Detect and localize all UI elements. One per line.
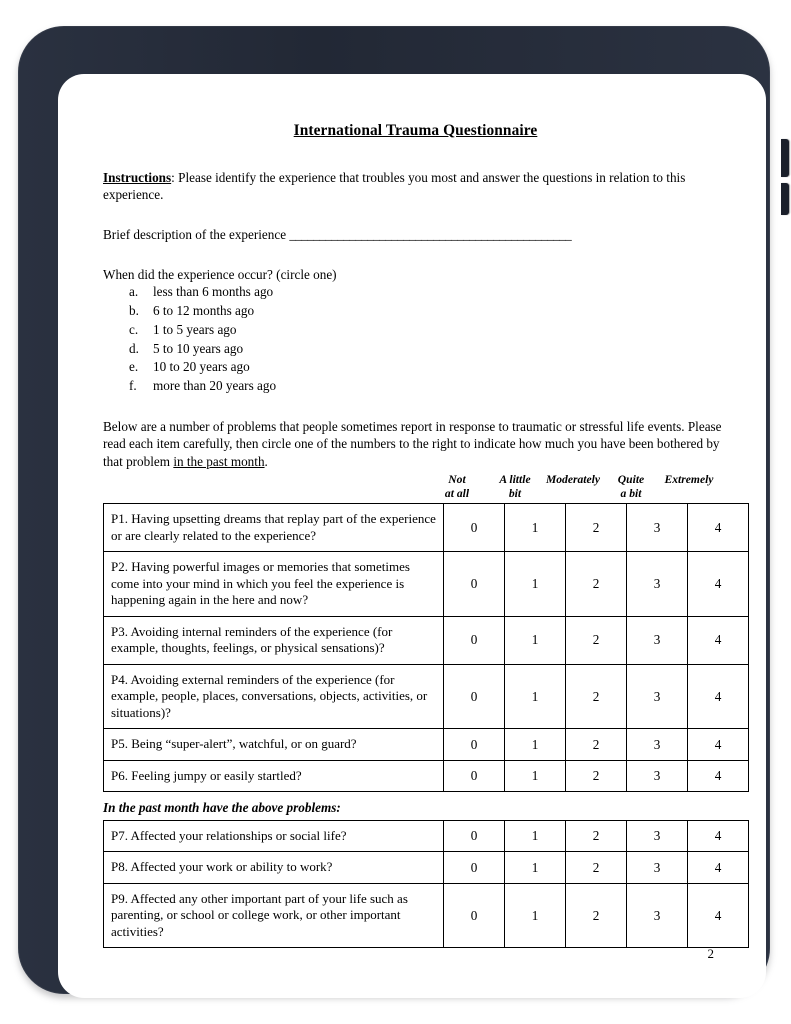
device-volume-up-button[interactable] [781,139,789,177]
score-option-3[interactable]: 3 [627,852,688,884]
score-option-0[interactable]: 0 [444,552,505,617]
rating-header-not-at-all [428,473,486,500]
score-option-2[interactable]: 2 [566,616,627,664]
score-option-1[interactable]: 1 [505,729,566,761]
rating-header-line1: Not [448,472,466,486]
score-option-3[interactable]: 3 [627,760,688,792]
when-occurred-options [103,283,728,395]
score-option-2[interactable]: 2 [566,729,627,761]
device-volume-down-button[interactable] [781,183,789,215]
score-option-3[interactable]: 3 [627,664,688,729]
table-row [104,852,749,884]
interference-items-table [103,820,749,949]
rating-scale-header [428,473,728,500]
list-item[interactable] [129,302,728,321]
scale-instructions-paragraph [103,418,728,471]
score-option-2[interactable]: 2 [566,552,627,617]
score-option-0[interactable]: 0 [444,852,505,884]
score-option-0[interactable]: 0 [444,616,505,664]
option-label: 1 to 5 years ago [153,321,237,337]
page-title: International Trauma Questionnaire [293,122,538,139]
page-number: 2 [707,946,714,961]
instructions-label: Instructions [103,169,172,185]
when-occurred-question: When did the experience occur? (circle one) [103,266,337,282]
scale-instructions-text-end: . [264,454,268,470]
item-text: P2. Having powerful images or memories that sometimes come into your mind in which you feel the experience is happening again in the here and now? [104,552,444,617]
brief-description-blank-line[interactable]: _______________________________________________ [289,227,572,243]
score-option-3[interactable]: 3 [627,729,688,761]
score-option-4[interactable]: 4 [688,616,749,664]
item-text: P5. Being “super-alert”, watchful, or on guard? [104,729,444,761]
scale-instructions-text: Below are a number of problems that people sometimes report in response to traumatic or stressful life events. Please read each item carefully, then circle one of the numbers to the right to indicate how much you have been bothered by that problem [103,418,722,470]
table-row [104,729,749,761]
table-row [104,820,749,852]
list-item[interactable] [129,321,728,340]
rating-header-line1: Extremely [664,472,714,486]
option-label: 6 to 12 months ago [153,303,255,319]
rating-header-line2: bit [508,486,522,500]
score-option-4[interactable]: 4 [688,729,749,761]
score-option-4[interactable]: 4 [688,760,749,792]
item-text: P6. Feeling jumpy or easily startled? [104,760,444,792]
rating-header-a-little-bit [486,473,544,500]
brief-description-field [103,226,728,244]
score-option-0[interactable]: 0 [444,820,505,852]
option-letter: d. [129,340,139,356]
score-option-1[interactable]: 1 [505,760,566,792]
item-text: P8. Affected your work or ability to work? [104,852,444,884]
rating-header-quite-a-bit [602,473,660,500]
rating-header-moderately [544,473,602,500]
score-option-2[interactable]: 2 [566,820,627,852]
document-content [103,96,728,948]
score-option-1[interactable]: 1 [505,852,566,884]
score-option-0[interactable]: 0 [444,883,505,948]
score-option-3[interactable]: 3 [627,616,688,664]
score-option-4[interactable]: 4 [688,820,749,852]
option-label: 5 to 10 years ago [153,340,244,356]
score-option-1[interactable]: 1 [505,664,566,729]
rating-header-line1: Moderately [545,472,601,486]
score-option-2[interactable]: 2 [566,504,627,552]
table-row [104,616,749,664]
option-letter: c. [129,321,139,337]
rating-header-line1: A little [499,472,531,486]
score-option-0[interactable]: 0 [444,504,505,552]
score-option-3[interactable]: 3 [627,820,688,852]
score-option-0[interactable]: 0 [444,729,505,761]
list-item[interactable] [129,377,728,396]
score-option-3[interactable]: 3 [627,883,688,948]
past-month-emphasis: in the past month [173,454,265,470]
score-option-1[interactable]: 1 [505,504,566,552]
option-letter: f. [129,378,137,394]
symptom-items-table [103,503,749,792]
score-option-1[interactable]: 1 [505,616,566,664]
item-text: P4. Avoiding external reminders of the experience (for example, people, places, conversations, objects, activities, or situations)? [104,664,444,729]
table-row [104,883,749,948]
option-label: 10 to 20 years ago [153,359,250,375]
score-option-1[interactable]: 1 [505,820,566,852]
list-item[interactable] [129,340,728,359]
item-text: P3. Avoiding internal reminders of the experience (for example, thoughts, feelings, or physical sensations)? [104,616,444,664]
interference-section-heading: In the past month have the above problems: [103,800,341,816]
score-option-4[interactable]: 4 [688,664,749,729]
score-option-0[interactable]: 0 [444,664,505,729]
score-option-0[interactable]: 0 [444,760,505,792]
item-text: P1. Having upsetting dreams that replay part of the experience or are clearly related to the experience? [104,504,444,552]
document-page [58,74,766,998]
score-option-2[interactable]: 2 [566,760,627,792]
table-row [104,552,749,617]
table-row [104,760,749,792]
option-label: more than 20 years ago [153,378,277,394]
instructions-text: Please identify the experience that troubles you most and answer the questions in relation to this experience. [103,169,686,203]
score-option-2[interactable]: 2 [566,664,627,729]
instructions-paragraph [103,169,728,204]
rating-header-line1: Quite [617,472,645,486]
option-label: less than 6 months ago [153,284,274,300]
score-option-2[interactable]: 2 [566,852,627,884]
score-option-1[interactable]: 1 [505,883,566,948]
item-text: P9. Affected any other important part of your life such as parenting, or school or college work, or other important activities? [104,883,444,948]
rating-header-line2: at all [444,486,470,500]
score-option-4[interactable]: 4 [688,852,749,884]
list-item[interactable] [129,358,728,377]
rating-header-extremely [660,473,718,500]
table-row [104,664,749,729]
brief-description-label: Brief description of the experience [103,227,287,243]
item-text: P7. Affected your relationships or social life? [104,820,444,852]
option-letter: e. [129,359,139,375]
score-option-4[interactable]: 4 [688,883,749,948]
score-option-4[interactable]: 4 [688,552,749,617]
score-option-1[interactable]: 1 [505,552,566,617]
list-item[interactable] [129,283,728,302]
option-letter: a. [129,284,139,300]
score-option-4[interactable]: 4 [688,504,749,552]
device-frame [18,26,770,994]
score-option-2[interactable]: 2 [566,883,627,948]
table-row [104,504,749,552]
score-option-3[interactable]: 3 [627,552,688,617]
score-option-3[interactable]: 3 [627,504,688,552]
option-letter: b. [129,303,139,319]
instructions-separator: : [171,169,175,185]
rating-header-line2: a bit [620,486,642,500]
